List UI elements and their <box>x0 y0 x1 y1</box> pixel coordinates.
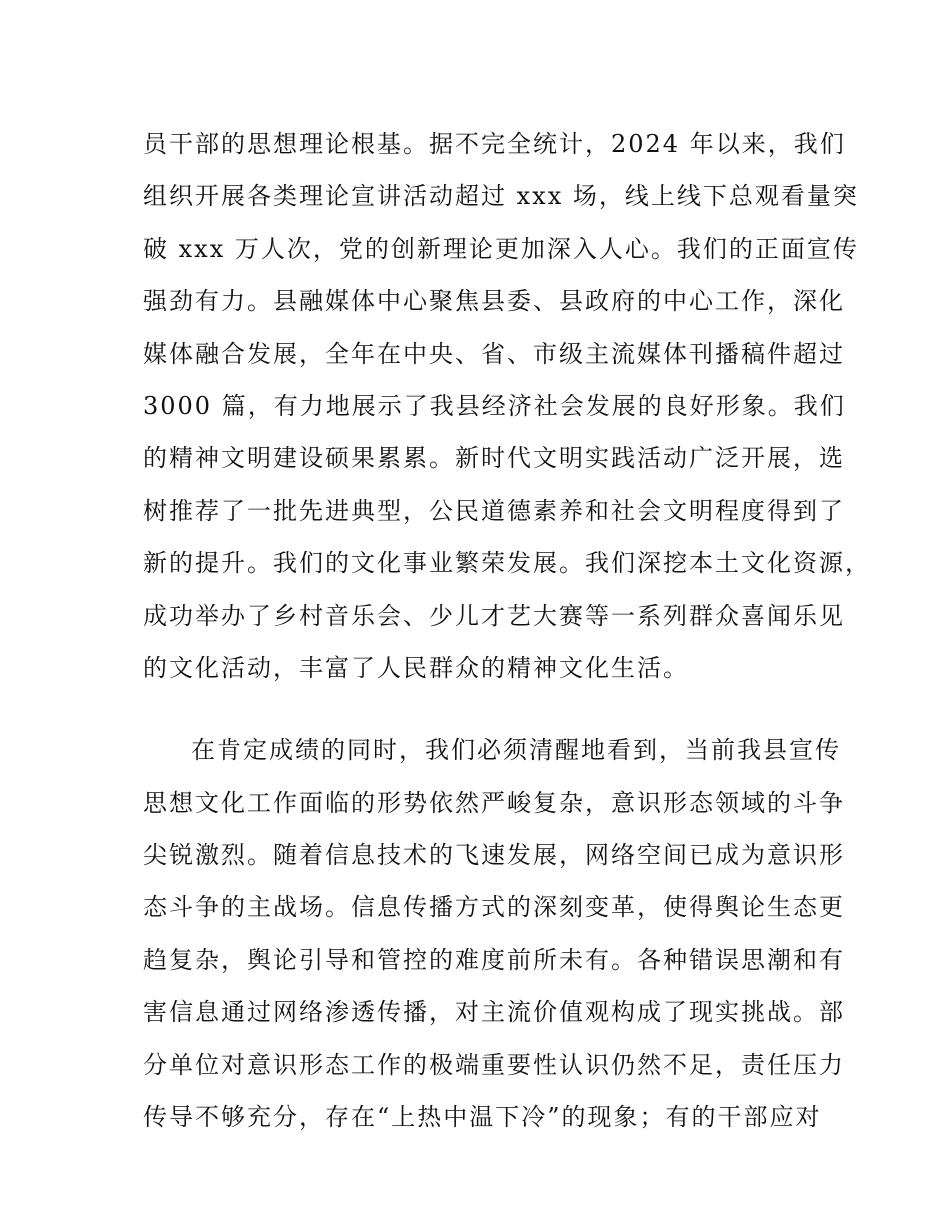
text-line: 害信息通过网络渗透传播，对主流价值观构成了现实挑战。部 <box>143 998 845 1027</box>
text-line: 趋复杂，舆论引导和管控的难度前所未有。各种错误思潮和有 <box>143 945 845 974</box>
text-line: 强劲有力。县融媒体中心聚焦县委、县政府的中心工作，深化 <box>143 287 845 316</box>
text-line: 成功举办了乡村音乐会、少儿才艺大赛等一系列群众喜闻乐见 <box>143 601 845 630</box>
text-line: 破 xxx 万人次，党的创新理论更加深入人心。我们的正面宣传 <box>143 234 859 263</box>
paragraph-achievements <box>143 123 871 699</box>
document-body <box>143 123 871 1148</box>
paragraph-gap <box>143 699 823 729</box>
text-line: 新的提升。我们的文化事业繁荣发展。我们深挖本土文化资源， <box>143 549 871 578</box>
text-line: 思想文化工作面临的形势依然严峻复杂，意识形态领域的斗争 <box>143 788 845 817</box>
paragraph-challenges <box>143 729 845 1148</box>
text-line: 媒体融合发展，全年在中央、省、市级主流媒体刊播稿件超过 <box>143 339 845 368</box>
text-line: 3000 篇，有力地展示了我县经济社会发展的良好形象。我们 <box>143 391 846 420</box>
text-line: 的精神文明建设硕果累累。新时代文明实践活动广泛开展，选 <box>143 444 845 473</box>
text-line: 组织开展各类理论宣讲活动超过 xxx 场，线上线下总观看量突 <box>143 182 859 211</box>
text-line: 在肯定成绩的同时，我们必须清醒地看到，当前我县宣传 <box>191 736 841 765</box>
text-line: 的文化活动，丰富了人民群众的精神文化生活。 <box>143 653 689 682</box>
text-line: 员干部的思想理论根基。据不完全统计，2024 年以来，我们 <box>143 130 846 158</box>
text-line: 态斗争的主战场。信息传播方式的深刻变革，使得舆论生态更 <box>143 893 845 922</box>
text-line: 树推荐了一批先进典型，公民道德素养和社会文明程度得到了 <box>143 496 845 525</box>
text-line: 传导不够充分，存在“上热中温下冷”的现象；有的干部应对 <box>143 1103 822 1132</box>
text-line: 尖锐激烈。随着信息技术的飞速发展，网络空间已成为意识形 <box>143 841 845 870</box>
text-line: 分单位对意识形态工作的极端重要性认识仍然不足，责任压力 <box>143 1050 845 1079</box>
